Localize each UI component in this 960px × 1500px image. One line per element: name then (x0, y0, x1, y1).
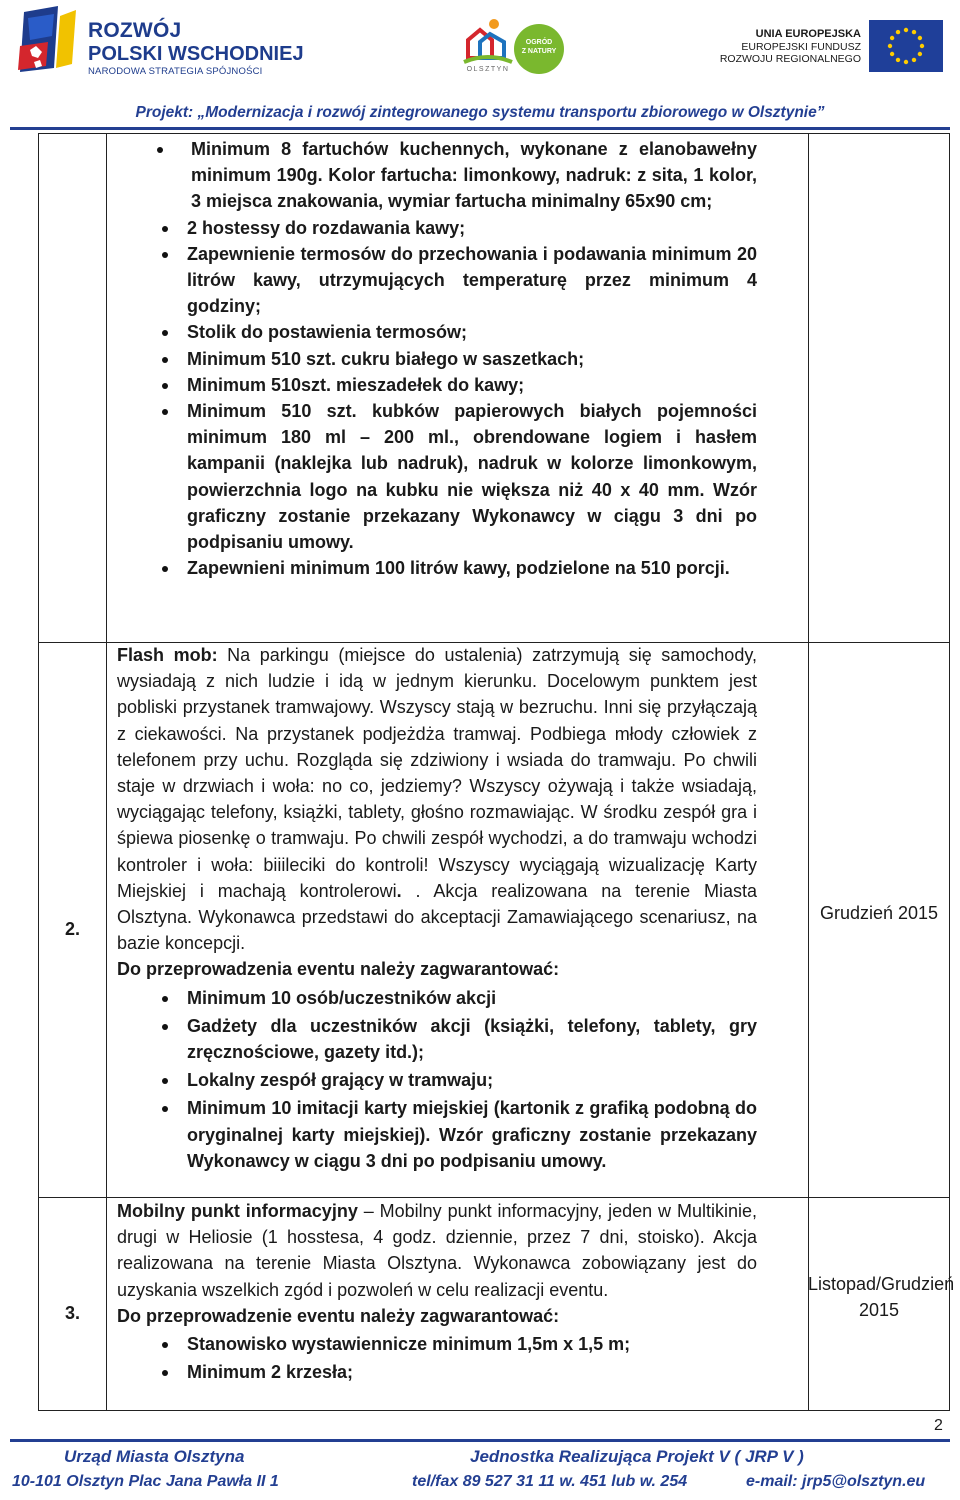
row2-description (117, 642, 757, 1174)
footer-phone: tel/fax 89 527 31 11 w. 451 lub w. 254 (412, 1473, 688, 1490)
row1-description (117, 136, 757, 581)
row3-description (117, 1198, 757, 1385)
flash-mob-dots: . (396, 880, 416, 901)
cups-text: Minimum 510 szt. kubków papierowych białych pojemności minimum 180 ml – 200 ml. (187, 401, 757, 448)
schedule-table (38, 133, 955, 1411)
header-divider (10, 127, 950, 130)
olsztyn-logo (460, 18, 516, 78)
flash-mob-title: Flash mob: (117, 645, 218, 665)
footer-address: 10-101 Olsztyn Plac Jana Pawła II 1 (12, 1473, 279, 1490)
olsztyn-label: OLSZTYN (466, 66, 510, 73)
list-item: Stanowisko wystawiennicze minimum 1,5m x 1,5 m; (117, 1331, 757, 1357)
list-item: Minimum 510szt. mieszadełek do kawy; (117, 372, 757, 398)
ogrod-line1: OGRÓD (525, 39, 553, 46)
footer-email[interactable]: e-mail: jrp5@olsztyn.eu (746, 1473, 926, 1490)
footer-office: Urząd Miasta Olsztyna (64, 1447, 245, 1466)
footer-unit: Jednostka Realizująca Projekt V ( JRP V ) (470, 1447, 804, 1466)
header-logos (0, 0, 960, 100)
row-date-line1: Listopad/Grudzień (808, 1274, 955, 1294)
requirements-heading: Do przeprowadzenie eventu należy zagwarantować: (117, 1305, 560, 1326)
olsztyn-city-icon (460, 18, 516, 64)
rozwoj-polski-wschodniej-logo (14, 6, 304, 84)
list-item: Lokalny zespół grający w tramwaju; (117, 1067, 757, 1093)
list-item (117, 398, 757, 555)
list-item: Zapewnieni minimum 100 litrów kawy, podzielone na 510 porcji. (117, 555, 757, 581)
flash-mob-paragraph (117, 642, 757, 956)
eu-flag-icon (869, 20, 943, 72)
ue-fund-line2: ROZWOJU REGIONALNEGO (719, 53, 861, 65)
info-point-text: – Mobilny punkt informacyjny, jeden w Multikinie, drugi w Heliosie (1 hosstesa, 4 godz. dziennie, przez 7 dni, stoisko). Akcja realizowana na terenie Miasta Olsztyna. Wykonawca zobowiązany jest do uzyskania wszelkich zgód i pozwoleń w celu realizacji eventu. (117, 1201, 757, 1300)
row-date: Grudzień 2015 (819, 903, 939, 923)
ogrod-line2: Z NATURY (521, 48, 557, 55)
info-point-title: Mobilny punkt informacyjny (117, 1201, 358, 1221)
cups-text-bold: , obrendowane logiem i hasłem kampanii (naklejka lub nadruk), nadruk w kolorze limonkowym, powierzchnia logo na kubku nie większa niż 40 x 40 mm. Wzór graficzny zostanie przekazany Wykonawcy w ciągu 3 dni po podpisaniu umowy. (187, 427, 757, 553)
list-item: Stolik do postawienia termosów; (117, 319, 757, 345)
row-number: 2. (64, 919, 80, 939)
row-date (808, 1271, 955, 1323)
list-item: Gadżety dla uczestników akcji (książki, telefony, tablety, gry zręcznościowe, gazety itd.); (117, 1013, 757, 1065)
list-item: Minimum 2 krzesła; (117, 1359, 757, 1385)
table-cell (38, 133, 107, 643)
footer-divider (10, 1439, 950, 1442)
flash-mob-text: Na parkingu (miejsce do ustalenia) zatrzymują się samochody, wysiadają z nich ludzie i idą w jednym kierunku. Docelowym punktem jest pobliski przystanek tramwajowy. Wszyscy stają w bezruchu. Inni się przyłączają z ciekawości. Na przystanek podjeżdża tramwaj. Podbiega młody człowiek z telefonem przy uchu. Rozgląda się zdziwiony i wsiada do tramwaju. Po chwili staje w drzwiach i woła: no co, jedziemy? Wszyscy ożywają i także wsiadają, wyciągając telefony, książki, tablety, głośno rozmawiając. W środku zespół gra i śpiewa piosenkę o tramwaju. Po chwili zespół wychodzi, a do tramwaju wchodzi kontroler i woła: biiileciki do kontroli! Wszyscy wyciągają wizualizację Karty Miejskiej i machają kontrolerowi (117, 645, 757, 901)
list-item: Minimum 10 imitacji karty miejskiej (kartonik z grafiką podobną do oryginalnej karty miejskiej). Wzór graficzny zostanie przekazany Wykonawcy w ciągu 3 dni po podpisaniu umowy. (117, 1095, 757, 1174)
unia-europejska-logo (719, 20, 945, 74)
list-item: 2 hostessy do rozdawania kawy; (117, 215, 757, 241)
flash-mob-text-end: . Akcja realizowana na terenie Miasta Olsztyna. Wykonawca przedstawi do akceptacji Zamawiającego scenariusz, na bazie koncepcji. (117, 880, 757, 954)
rpw-title-line2: POLSKI WSCHODNIEJ (88, 43, 304, 65)
page-number: 2 (934, 1417, 943, 1434)
ogrod-z-natury-logo (514, 24, 564, 74)
ue-title: UNIA EUROPEJSKA (755, 28, 861, 40)
list-item: Minimum 8 fartuchów kuchennych, wykonane z elanobawełny minimum 190g. Kolor fartucha: limonkowy, nadruk: z sita, 1 kolor, 3 miejsca znakowania, wymiar fartucha minimalny 65x90 cm; (117, 136, 757, 215)
rpw-title-line1: ROZWÓJ (88, 19, 182, 42)
row-date-line2: 2015 (858, 1300, 900, 1320)
list-item: Minimum 10 osób/uczestników akcji (117, 985, 757, 1011)
list-item: Zapewnienie termosów do przechowania i podawania minimum 20 litrów kawy, utrzymujących temperaturę przez minimum 4 godziny; (117, 241, 757, 320)
ue-fund-line1: EUROPEJSKI FUNDUSZ (741, 41, 861, 53)
requirements-heading: Do przeprowadzenia eventu należy zagwarantować: (117, 959, 560, 980)
rpw-flag-icon (14, 6, 86, 84)
project-title: Projekt: „Modernizacja i rozwój zintegrowanego systemu transportu zbiorowego w Olsztynie” (135, 104, 825, 121)
row-number: 3. (64, 1303, 80, 1323)
list-item: Minimum 510 szt. cukru białego w saszetkach; (117, 346, 757, 372)
table-cell (808, 133, 950, 643)
info-point-paragraph (117, 1198, 757, 1303)
rpw-subtitle: NARODOWA STRATEGIA SPÓJNOŚCI (88, 66, 263, 77)
